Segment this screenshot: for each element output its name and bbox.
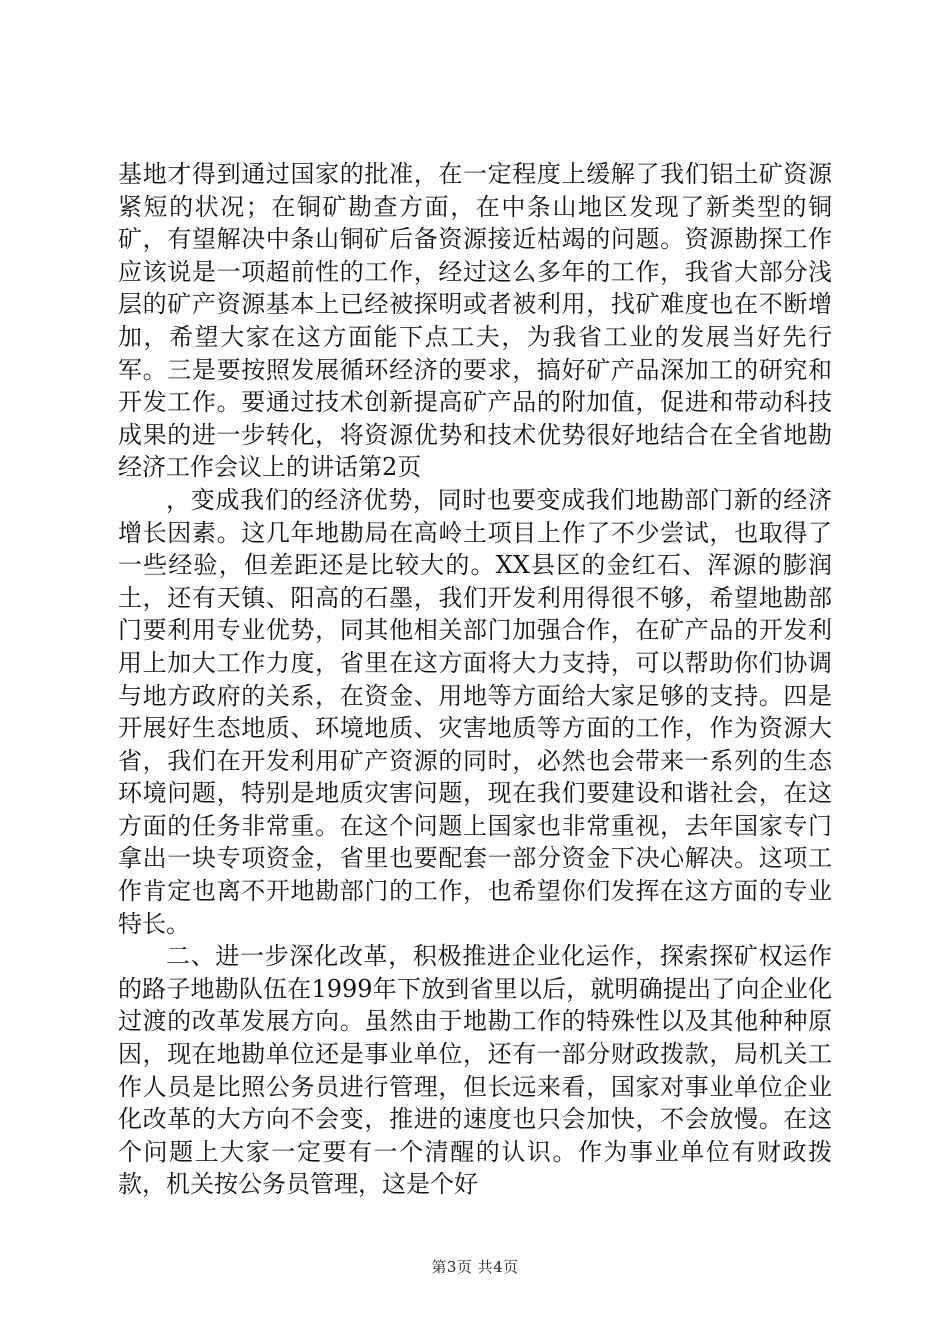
document-body	[118, 158, 832, 1201]
paragraph-2: ，变成我们的经济优势，同时也要变成我们地勘部门新的经济增长因素。这几年地勘局在高岭土项目上作了不少尝试，也取得了一些经验，但差距还是比较大的。XX县区的金红石、浑源的膨润土，还有天镇、阳高的石墨，我们开发利用得很不够，希望地勘部门要利用专业优势，同其他相关部门加强合作，在矿产品的开发利用上加大工作力度，省里在这方面将大力支持，可以帮助你们协调与地方政府的关系，在资金、用地等方面给大家足够的支持。四是开展好生态地质、环境地质、灾害地质等方面的工作，作为资源大省，我们在开发利用矿产资源的同时，必然也会带来一系列的生态环境问题，特别是地质灾害问题，现在我们要建设和谐社会，在这方面的任务非常重。在这个问题上国家也非常重视，去年国家专门拿出一块专项资金，省里也要配套一部分资金下决心解决。这项工作肯定也离不开地勘部门的工作，也希望你们发挥在这方面的专业特长。	[118, 485, 832, 938]
paragraph-3: 二、进一步深化改革，积极推进企业化运作，探索探矿权运作的路子地勘队伍在1999年下放到省里以后，就明确提出了向企业化过渡的改革发展方向。虽然由于地勘工作的特殊性以及其他种种原因，现在地勘单位还是事业单位，还有一部分财政拨款，局机关工作人员是比照公务员进行管理，但长远来看，国家对事业单位企业化改革的大方向不会变，推进的速度也只会加快，不会放慢。在这个问题上大家一定要有一个清醒的认识。作为事业单位有财政拨款，机关按公务员管理，这是个好	[118, 942, 832, 1199]
page-footer: 第3页 共4页	[431, 1258, 519, 1276]
paragraph-1: 基地才得到通过国家的批准，在一定程度上缓解了我们铝土矿资源紧短的状况；在铜矿勘查方面，在中条山地区发现了新类型的铜矿，有望解决中条山铜矿后备资源接近枯竭的问题。资源勘探工作应该说是一项超前性的工作，经过这么多年的工作，我省大部分浅层的矿产资源基本上已经被探明或者被利用，找矿难度也在不断增加，希望大家在这方面能下点工夫，为我省工业的发展当好先行军。三是要按照发展循环经济的要求，搞好矿产品深加工的研究和开发工作。要通过技术创新提高矿产品的附加值，促进和带动科技成果的进一步转化，将资源优势和技术优势很好地结合在全省地勘经济工作会议上的讲话第2页	[118, 160, 832, 482]
